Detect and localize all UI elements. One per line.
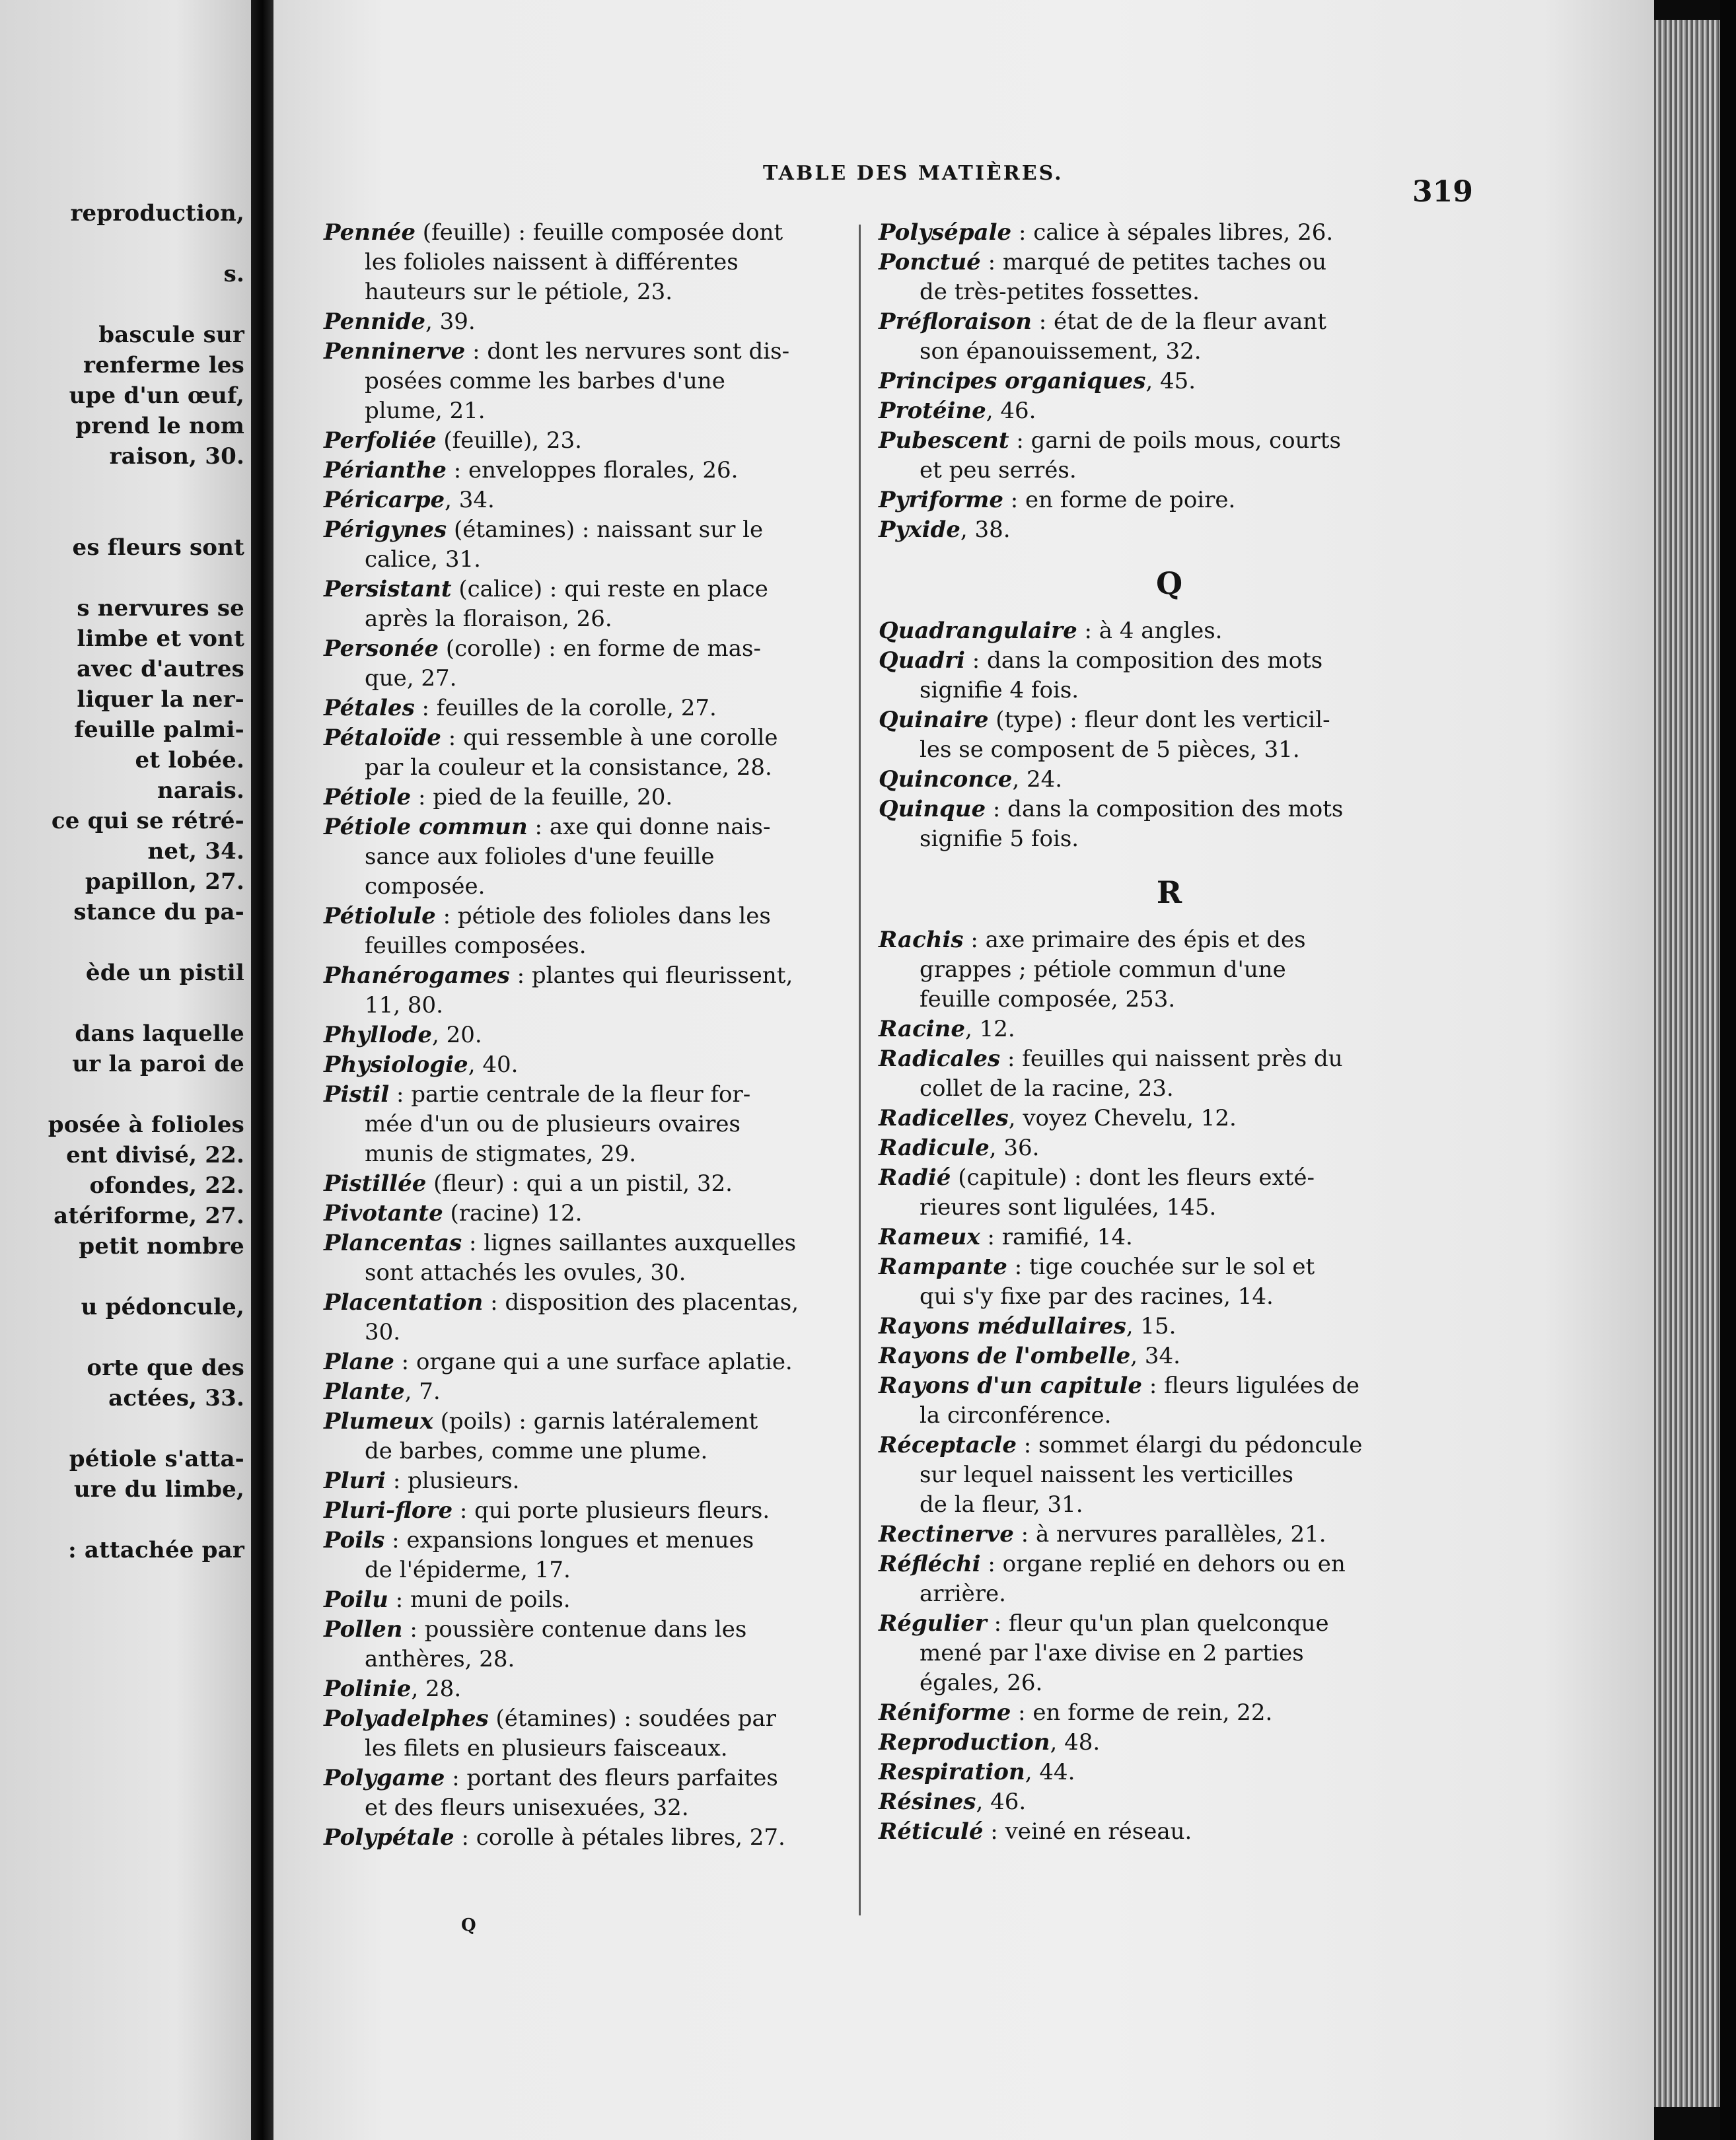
entry-continuation-line: signifie 5 fois. [920, 826, 1079, 852]
entry-line: Poils : expansions longues et menues [324, 1527, 754, 1553]
left-page-line: reproduction, [70, 200, 244, 227]
left-page-line [0, 229, 251, 259]
left-page-line: petit nombre [79, 1233, 244, 1260]
entry-continuation-line: collet de la racine, 23. [920, 1075, 1174, 1102]
left-page-line [0, 1322, 251, 1353]
index-entry [324, 783, 905, 812]
left-page-line [0, 472, 251, 502]
index-entry [879, 396, 1460, 426]
entry-line: Quinque : dans la composition des mots [879, 796, 1344, 822]
entry-continuation-line: après la floraison, 26. [365, 606, 612, 632]
left-page-line: dans laquelle [75, 1020, 244, 1047]
entry-continuation-line: 30. [365, 1319, 401, 1345]
index-entry [324, 337, 905, 426]
entry-line: Quadrangulaire : à 4 angles. [879, 618, 1223, 644]
index-entry [879, 646, 1460, 705]
entry-continuation-line: composée. [365, 873, 486, 900]
index-entry [879, 925, 1460, 1015]
entry-line: Réceptacle : sommet élargi du pédoncule [879, 1432, 1363, 1458]
index-entry [324, 1169, 905, 1199]
left-page-line: u pédoncule, [81, 1294, 244, 1320]
left-page-line: posée à folioles [48, 1112, 244, 1138]
index-entry [324, 812, 905, 902]
entry-continuation-line: munis de stigmates, 29. [365, 1141, 637, 1167]
entry-line: Quinaire (type) : fleur dont les verticil- [879, 707, 1330, 733]
index-entry [879, 1728, 1460, 1758]
entry-line: Plane : organe qui a une surface aplatie. [324, 1349, 793, 1375]
page-number: 319 [1412, 175, 1473, 209]
index-entry [879, 705, 1460, 765]
index-column-right [879, 218, 1460, 1847]
left-page-line: limbe et vont [77, 625, 244, 652]
entry-continuation-line: feuilles composées. [365, 933, 587, 959]
index-entry [324, 1615, 905, 1674]
index-entry [324, 456, 905, 485]
entry-continuation-line: sance aux folioles d'une feuille [365, 843, 715, 870]
index-entry [879, 1341, 1460, 1371]
entry-line: Pluri-flore : qui porte plusieurs fleurs. [324, 1497, 770, 1524]
index-entry [879, 515, 1460, 545]
left-page-line: s nervures se [77, 595, 244, 622]
entry-line: Rayons médullaires, 15. [879, 1313, 1176, 1339]
index-entry [879, 1817, 1460, 1847]
entry-line: Radié (capitule) : dont les fleurs exté- [879, 1164, 1315, 1191]
left-page-line: : attachée par [68, 1537, 244, 1563]
entry-line: Péricarpe, 34. [324, 487, 495, 513]
left-page-line: pétiole s'atta- [69, 1446, 244, 1472]
entry-line: Préfloraison : état de de la fleur avant [879, 308, 1326, 335]
index-entry [879, 1015, 1460, 1044]
entry-line: Pyriforme : en forme de poire. [879, 487, 1236, 513]
index-entry [324, 485, 905, 515]
left-page-line [0, 1505, 251, 1535]
entry-continuation-line: arrière. [920, 1581, 1006, 1607]
left-page-line: atériforme, 27. [54, 1203, 244, 1229]
left-page-line: stance du pa- [73, 899, 244, 925]
index-entry [324, 426, 905, 456]
left-page-line [0, 289, 251, 320]
left-facing-page [0, 0, 251, 2140]
entry-continuation-line: mené par l'axe divise en 2 parties [920, 1640, 1304, 1666]
left-page-line [0, 563, 251, 593]
entry-line: Polyadelphes (étamines) : soudées par [324, 1705, 777, 1732]
section-letter: R [1156, 874, 1182, 910]
index-entry [324, 1347, 905, 1377]
index-entry [324, 1080, 905, 1169]
left-page-line: ède un pistil [85, 960, 244, 986]
entry-continuation-line: égales, 26. [920, 1670, 1043, 1696]
index-entry [324, 902, 905, 961]
left-page-line: bascule sur [98, 322, 244, 348]
entry-line: Pétaloïde : qui ressemble à une corolle [324, 725, 778, 751]
entry-line: Penninerve : dont les nervures sont dis- [324, 338, 790, 365]
index-entry [879, 307, 1460, 367]
left-page-line: net, 34. [147, 838, 244, 865]
index-entry [324, 723, 905, 783]
entry-continuation-line: de l'épiderme, 17. [365, 1557, 571, 1583]
entry-continuation-line: feuille composée, 253. [920, 986, 1176, 1013]
entry-line: Racine, 12. [879, 1016, 1015, 1042]
index-entry [324, 515, 905, 575]
index-entry [879, 1520, 1460, 1550]
entry-line: Rectinerve : à nervures parallèles, 21. [879, 1521, 1326, 1548]
entry-continuation-line: anthères, 28. [365, 1646, 515, 1672]
left-page-line: ur la paroi de [72, 1051, 244, 1077]
index-entry [879, 1163, 1460, 1223]
page-edges [1654, 20, 1723, 2107]
entry-continuation-line: posées comme les barbes d'une [365, 368, 725, 394]
entry-line: Pétiole commun : axe qui donne nais- [324, 814, 771, 840]
entry-continuation-line: de très-petites fossettes. [920, 279, 1200, 305]
index-entry [324, 694, 905, 723]
entry-line: Pollen : poussière contenue dans les [324, 1616, 747, 1643]
entry-line: Pyxide, 38. [879, 517, 1011, 543]
entry-continuation-line: sur lequel naissent les verticilles [920, 1462, 1293, 1488]
entry-continuation-line: rieures sont ligulées, 145. [920, 1194, 1217, 1221]
entry-continuation-line: de barbes, comme une plume. [365, 1438, 708, 1464]
index-entry [879, 1104, 1460, 1133]
entry-line: Réfléchi : organe replié en dehors ou en [879, 1551, 1346, 1577]
entry-line: Poilu : muni de poils. [324, 1587, 571, 1613]
entry-line: Phanérogames : plantes qui fleurissent, [324, 962, 793, 989]
entry-line: Protéine, 46. [879, 398, 1036, 424]
entry-line: Pennide, 39. [324, 308, 476, 335]
running-title: TABLE DES MATIÈRES. [763, 162, 1064, 185]
index-entry [879, 1431, 1460, 1520]
entry-continuation-line: signifie 4 fois. [920, 677, 1079, 703]
left-page-line [0, 988, 251, 1018]
entry-line: Périanthe : enveloppes florales, 26. [324, 457, 739, 483]
index-entry [324, 1377, 905, 1407]
entry-line: Pluri : plusieurs. [324, 1468, 520, 1494]
entry-line: Plancentas : lignes saillantes auxquelles [324, 1230, 797, 1256]
index-column-left [324, 218, 905, 1853]
entry-line: Pistil : partie centrale de la fleur for- [324, 1081, 751, 1108]
index-entry [879, 1252, 1460, 1312]
entry-continuation-line: plume, 21. [365, 398, 486, 424]
book-gutter [251, 0, 273, 2140]
entry-line: Physiologie, 40. [324, 1052, 519, 1078]
left-page-line [0, 927, 251, 958]
entry-line: Principes organiques, 45. [879, 368, 1196, 394]
left-page-line: raison, 30. [109, 443, 244, 470]
entry-line: Respiration, 44. [879, 1759, 1075, 1785]
left-page-line [0, 1413, 251, 1444]
entry-continuation-line: 11, 80. [365, 992, 443, 1018]
entry-continuation-line: les filets en plusieurs faisceaux. [365, 1735, 728, 1762]
index-entry [324, 1764, 905, 1823]
index-entry [879, 1787, 1460, 1817]
index-entry [879, 765, 1460, 795]
entry-continuation-line: que, 27. [365, 665, 457, 692]
left-page-line: s. [223, 261, 244, 287]
catchword: Q [461, 1915, 476, 1935]
entry-line: Périgynes (étamines) : naissant sur le [324, 517, 764, 543]
entry-line: Radicales : feuilles qui naissent près du [879, 1046, 1343, 1072]
left-page-line: upe d'un œuf, [69, 382, 244, 409]
entry-line: Rameux : ramifié, 14. [879, 1224, 1133, 1250]
index-entry [324, 1585, 905, 1615]
entry-line: Quadri : dans la composition des mots [879, 647, 1323, 674]
left-page-line: renferme les [83, 352, 244, 378]
entry-line: Radicule, 36. [879, 1135, 1040, 1161]
index-entry [879, 367, 1460, 396]
index-entry [879, 1758, 1460, 1787]
entry-line: Rampante : tige couchée sur le sol et [879, 1254, 1315, 1280]
entry-line: Quinconce, 24. [879, 766, 1063, 793]
left-page-line: ent divisé, 22. [66, 1142, 244, 1168]
index-entry [324, 307, 905, 337]
index-entry [879, 616, 1460, 646]
entry-continuation-line: par la couleur et la consistance, 28. [365, 754, 772, 781]
entry-line: Personée (corolle) : en forme de mas- [324, 635, 761, 662]
index-entry [324, 575, 905, 634]
left-page-line: et lobée. [135, 747, 244, 773]
left-page-line: prend le nom [75, 413, 244, 439]
entry-continuation-line: la circonférence. [920, 1402, 1112, 1429]
entry-continuation-line: de la fleur, 31. [920, 1491, 1083, 1518]
entry-line: Polygame : portant des fleurs parfaites [324, 1765, 778, 1791]
left-page-line: ofondes, 22. [89, 1172, 244, 1199]
entry-line: Perfoliée (feuille), 23. [324, 427, 582, 454]
index-entry [324, 218, 905, 307]
index-entry [324, 961, 905, 1020]
index-entry [324, 1229, 905, 1288]
entry-line: Ponctué : marqué de petites taches ou [879, 249, 1327, 275]
entry-line: Phyllode, 20. [324, 1022, 482, 1048]
index-entry [879, 426, 1460, 485]
index-entry [324, 1496, 905, 1526]
left-page-line: avec d'autres [77, 656, 244, 682]
entry-continuation-line: grappes ; pétiole commun d'une [920, 956, 1286, 983]
left-page-line [0, 1079, 251, 1110]
index-entry [324, 1466, 905, 1496]
index-entry [324, 1020, 905, 1050]
section-letter: Q [1155, 565, 1183, 601]
index-entry [879, 248, 1460, 307]
left-page-line: es fleurs sont [72, 534, 244, 561]
entry-continuation-line: les se composent de 5 pièces, 31. [920, 736, 1300, 763]
left-page-line [0, 1262, 251, 1292]
index-entry [879, 1044, 1460, 1104]
index-entry [879, 1312, 1460, 1341]
index-entry [324, 1674, 905, 1704]
entry-line: Placentation : disposition des placentas, [324, 1289, 799, 1316]
entry-line: Rachis : axe primaire des épis et des [879, 927, 1306, 953]
entry-line: Régulier : fleur qu'un plan quelconque [879, 1610, 1329, 1637]
entry-line: Réticulé : veiné en réseau. [879, 1818, 1192, 1845]
index-entry [879, 1550, 1460, 1609]
entry-continuation-line: hauteurs sur le pétiole, 23. [365, 279, 673, 305]
entry-continuation-line: et des fleurs unisexuées, 32. [365, 1795, 689, 1821]
index-entry [879, 795, 1460, 854]
index-entry [324, 1288, 905, 1347]
left-page-line: feuille palmi- [74, 717, 244, 743]
edge-shadow [1720, 0, 1736, 2140]
entry-line: Plante, 7. [324, 1378, 441, 1405]
index-entry [879, 1371, 1460, 1431]
entry-line: Rayons de l'ombelle, 34. [879, 1343, 1180, 1369]
left-page-line: actées, 33. [108, 1385, 244, 1411]
left-page-line: liquer la ner- [77, 686, 244, 713]
entry-continuation-line: sont attachés les ovules, 30. [365, 1260, 686, 1286]
entry-line: Réniforme : en forme de rein, 22. [879, 1699, 1273, 1726]
entry-line: Reproduction, 48. [879, 1729, 1101, 1756]
index-entry [324, 634, 905, 694]
index-entry [324, 1823, 905, 1853]
index-entry [879, 218, 1460, 248]
entry-line: Plumeux (poils) : garnis latéralement [324, 1408, 758, 1435]
entry-line: Persistant (calice) : qui reste en place [324, 576, 768, 602]
left-page-text [0, 198, 251, 1565]
entry-line: Polysépale : calice à sépales libres, 26. [879, 219, 1334, 246]
index-entry [879, 1609, 1460, 1698]
index-entry [879, 1133, 1460, 1163]
entry-line: Pistillée (fleur) : qui a un pistil, 32. [324, 1170, 733, 1197]
entry-line: Polinie, 28. [324, 1676, 462, 1702]
entry-line: Pennée (feuille) : feuille composée dont [324, 219, 783, 246]
entry-line: Résines, 46. [879, 1789, 1027, 1815]
entry-continuation-line: calice, 31. [365, 546, 481, 573]
index-entry [879, 485, 1460, 515]
entry-continuation-line: mée d'un ou de plusieurs ovaires [365, 1111, 741, 1137]
index-entry [324, 1050, 905, 1080]
entry-continuation-line: son épanouissement, 32. [920, 338, 1202, 365]
column-rule [859, 225, 861, 1915]
entry-line: Pubescent : garni de poils mous, courts [879, 427, 1341, 454]
index-entry [324, 1704, 905, 1764]
entry-line: Pétales : feuilles de la corolle, 27. [324, 695, 717, 721]
entry-continuation-line: les folioles naissent à différentes [365, 249, 739, 275]
index-entry [879, 1698, 1460, 1728]
entry-continuation-line: qui s'y fixe par des racines, 14. [920, 1283, 1274, 1310]
entry-line: Pétiole : pied de la feuille, 20. [324, 784, 673, 810]
left-page-line: narais. [157, 777, 244, 804]
entry-line: Pétiolule : pétiole des folioles dans les [324, 903, 771, 929]
entry-line: Radicelles, voyez Chevelu, 12. [879, 1105, 1237, 1131]
index-entry [324, 1526, 905, 1585]
index-entry [324, 1407, 905, 1466]
left-page-line: orte que des [87, 1355, 244, 1381]
left-page-line [0, 502, 251, 532]
entry-line: Pivotante (racine) 12. [324, 1200, 583, 1227]
entry-continuation-line: et peu serrés. [920, 457, 1077, 483]
left-page-line: papillon, 27. [85, 869, 244, 895]
left-page-line: ce qui se rétré- [51, 808, 244, 834]
left-page-line: ure du limbe, [73, 1476, 244, 1503]
entry-line: Polypétale : corolle à pétales libres, 27. [324, 1824, 785, 1851]
index-entry [879, 1223, 1460, 1252]
entry-line: Rayons d'un capitule : fleurs ligulées de [879, 1373, 1360, 1399]
index-entry [324, 1199, 905, 1229]
